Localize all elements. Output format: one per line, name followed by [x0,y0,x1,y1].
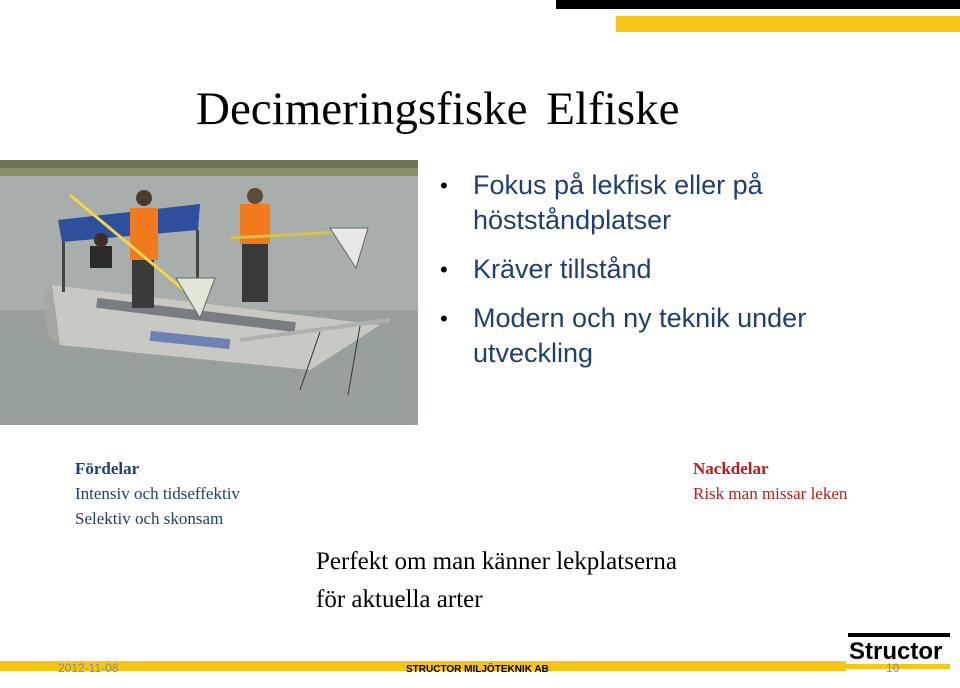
page-number: 10 [886,661,900,675]
svg-text:Structor: Structor [849,638,943,665]
bullet-item: • Fokus på lekfisk eller på höstståndplatser [440,170,763,235]
top-black-bar [556,0,960,9]
pros-item: Intensiv och tidseffektiv [75,484,240,503]
bullet-item: • Kräver tillstånd [436,252,876,287]
bullet-dot-icon: • [440,306,448,331]
footer-company: STRUCTOR MILJÖTEKNIK AB [406,664,549,675]
pros-section [75,456,240,531]
bullet-list [436,168,876,385]
conclusion-line: Perfekt om man känner lekplatserna [316,548,677,575]
electrofishing-boat-photo [0,160,418,425]
conclusion-line: för aktuella arter [316,586,483,613]
cons-item: Risk man missar leken [693,484,848,503]
cons-heading: Nackdelar [693,459,769,478]
cons-section [693,456,847,506]
slide-title: Decimeringsfiske Elfiske [196,83,680,135]
bullet-dot-icon: • [440,173,448,198]
pros-item: Selektiv och skonsam [75,509,224,528]
conclusion-text [316,543,677,619]
bullet-dot-icon: • [440,257,448,282]
bullet-item: • Modern och ny teknik under utveckling [440,303,807,368]
top-yellow-bar [616,16,960,32]
pros-heading: Fördelar [75,459,140,478]
footer-date: 2012-11-08 [58,661,119,675]
